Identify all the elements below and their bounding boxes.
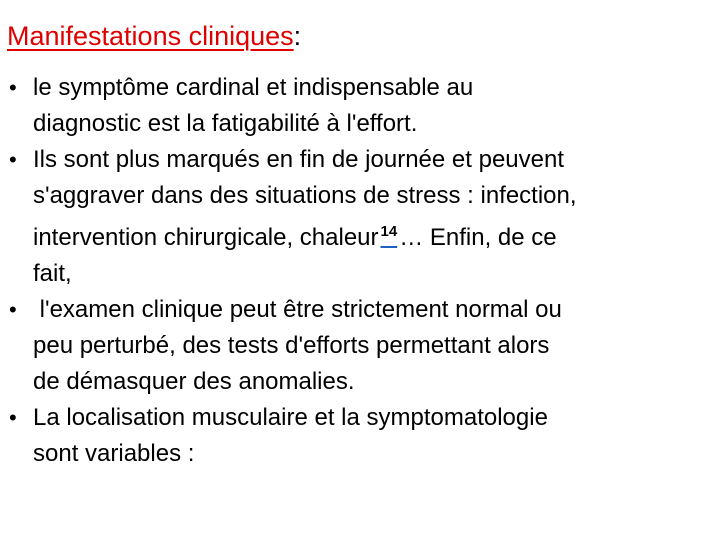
title-colon: : [293, 21, 302, 51]
bullet-2-line-1: Ils sont plus marqués en fin de journée et peuvent [33, 146, 564, 173]
bullet-2-line-3-after: … Enfin, de ce [399, 224, 557, 251]
title-text: Manifestations cliniques [7, 21, 294, 51]
bullet-2-line-2: s'aggraver dans des situations de stress : infection, [33, 182, 577, 209]
bullet-3-line-1: l'examen clinique peut être strictement normal ou [33, 296, 562, 323]
bullet-dot: • [9, 405, 17, 430]
bullet-2-line-4: fait, [33, 260, 72, 287]
bullet-1-line-1: le symptôme cardinal et indispensable au [33, 74, 474, 101]
bullet-2-line-3 [33, 214, 714, 256]
bullet-item-2 [0, 142, 720, 292]
bullet-3-line-3: de démasquer des anomalies. [33, 368, 355, 395]
bullet-2-line-3-before: intervention chirurgicale, chaleur [33, 224, 379, 251]
slide-title [7, 18, 301, 54]
bullet-dot: • [9, 147, 17, 172]
bullet-item-4 [0, 400, 720, 472]
bullet-dot: • [9, 75, 17, 100]
bullet-4-line-1: La localisation musculaire et la symptomatologie [33, 404, 548, 431]
bullet-dot: • [9, 297, 17, 322]
footnote-link[interactable]: 14 [380, 223, 398, 240]
bullet-item-3 [0, 292, 720, 400]
bullet-4-line-2: sont variables : [33, 440, 195, 467]
bullet-item-1 [0, 70, 720, 142]
bullet-list [0, 70, 720, 472]
bullet-1-line-2: diagnostic est la fatigabilité à l'effort. [33, 110, 418, 137]
bullet-3-line-2: peu perturbé, des tests d'efforts permettant alors [33, 332, 550, 359]
